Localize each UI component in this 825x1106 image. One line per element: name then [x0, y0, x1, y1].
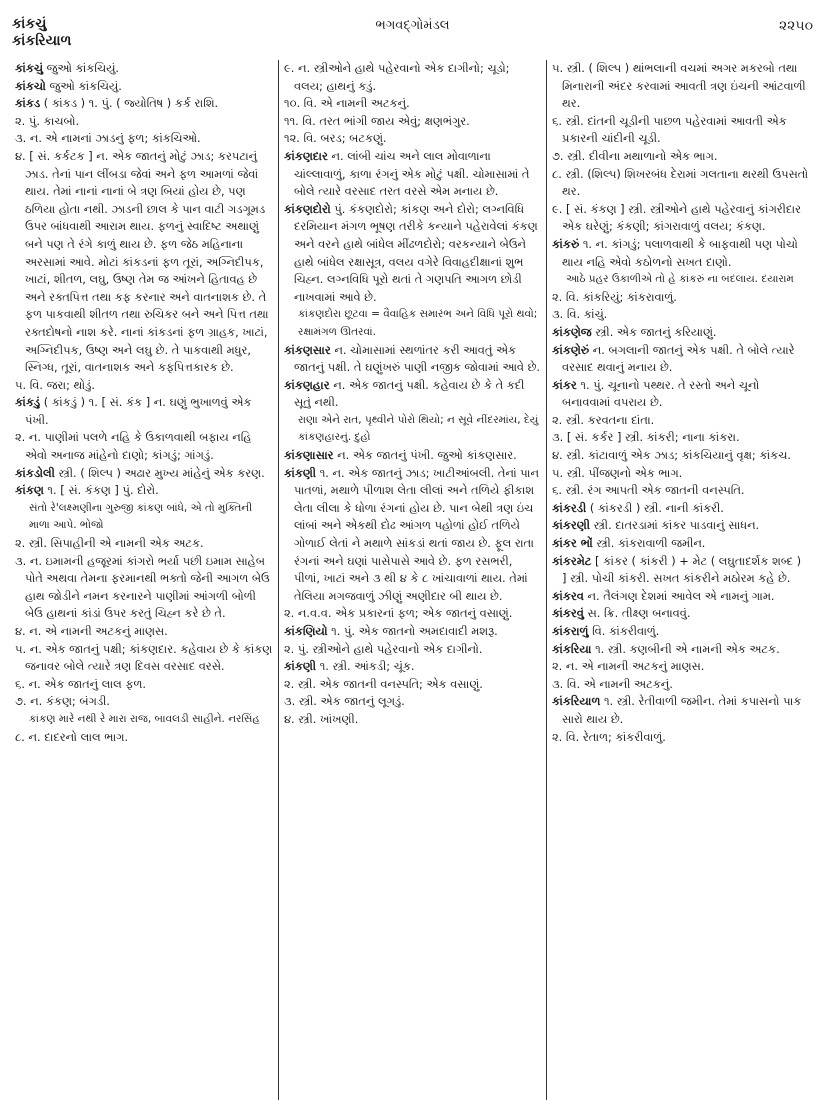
definition: ( કાંકડું ) ૧. [ સં. કંક ] ન. ઘણું ભુખાળવું એક પંખી.: [25, 395, 252, 427]
quotation: રાણા એને રાત, પૃથ્વીને પોરો થિયો; ન સૂવે નીંદરમાંય, દેયું કાંકણહારનું. દુહો: [298, 413, 539, 444]
quotation: આઠે પ્રહર ઉકાળીએ તો હે કાંકરું ના બદલાય. દયારામ: [566, 273, 794, 286]
dictionary-entry: [15, 394, 273, 429]
dictionary-entry: [284, 447, 541, 465]
dictionary-entry: [284, 148, 541, 201]
definition: ૨. ન.વ.વ. એક પ્રકારનાં ફળ; એક જાતનું વસાણું.: [284, 606, 513, 621]
dictionary-entry: [284, 201, 541, 307]
dictionary-entry: [284, 342, 541, 377]
definition: ૫. વિ. જરા; થોડું.: [15, 377, 96, 392]
headword: કાંકચો: [15, 78, 46, 93]
headword: કાંકરાળું: [552, 624, 589, 638]
definition: ૪. સ્ત્રી. કાંટાવાળું એક ઝાડ; કાંકચિયાનું વૃક્ષ; કાંકચ.: [552, 448, 791, 463]
definition: ૧. સ્ત્રી. કણબીની એ નામની એક અટક.: [591, 641, 780, 656]
headword: કાંકરિયા: [552, 641, 592, 656]
definition: ૧. પું. એક જાતનો અમદાવાદી મશરૂ.: [327, 624, 498, 638]
dictionary-entry: [284, 658, 541, 676]
dictionary-columns: [10, 60, 815, 1100]
page-header: [0, 10, 825, 60]
definition: ( કાંકરડી ) સ્ત્રી. નાની કાંકરી.: [586, 500, 724, 515]
headword: કાંકણસાર: [284, 342, 331, 357]
page-title: ભગવદ્ગોમંડલ: [375, 18, 450, 33]
definition: સ. ક્રિ. તીક્ષ્ણ બનાવવું.: [583, 606, 691, 621]
definition: ૮. સ્ત્રી. (શિલ્પ) શિખરબંધ દેરામાં ગલતાના થરથી ઉપસતો થર.: [552, 166, 809, 199]
dictionary-entry: [552, 535, 809, 553]
dictionary-entry: [552, 447, 809, 465]
dictionary-entry: [284, 641, 541, 659]
dictionary-entry: [552, 113, 809, 148]
definition: ૯. [ સં. કંકણ ] સ્ત્રી. સ્ત્રીઓને હાથે પહેરવાનું કાંગરીદાર એક ઘરેણું; કંકણી; કાંગરાવાળું વલય; કંકણ.: [552, 201, 801, 234]
headword: કાંકરવ: [552, 588, 584, 603]
definition: ૨. પું. કાચબો.: [15, 113, 80, 128]
dictionary-entry: [552, 201, 809, 236]
dictionary-entry: [552, 658, 809, 676]
dictionary-entry: [284, 711, 541, 729]
headword: કાંકરમેટ: [552, 553, 592, 568]
guide-word-last: કાંકરિયાળ: [12, 33, 72, 49]
definition: ૯. ન. સ્ત્રીઓને હાથે પહેરવાનો એક દાગીનો; ચૂડો; વલય; હાથનું કડું.: [284, 61, 510, 93]
dictionary-entry: [552, 693, 809, 728]
definition: ૩. વિ. કાંચું.: [552, 307, 608, 322]
definition: ૫. સ્ત્રી. ( શિલ્પ ) થાંભલાની વચમાં અગર મકરબો તથા મિનારાની અંદર કરવામાં આવતી ત્રણ ઇંચની આંટવાળી થર.: [552, 61, 806, 111]
dictionary-entry: [284, 95, 541, 113]
dictionary-entry: [552, 465, 809, 483]
definition: ૨. પું. સ્ત્રીઓને હાથે પહેરવાનો એક દાગીનો.: [284, 641, 483, 656]
dictionary-entry: [15, 95, 273, 113]
definition: ૨. ન. પાણીમાં પલળે નહિ કે ઉકાળવાથી બફાય નહિ એવો અનાજ માંહેનો દાણો; કાંગડું; ગાંગડું.: [15, 430, 252, 463]
headword: કાંકણહાર: [284, 377, 330, 392]
definition: ૨. ન. એ નામની અટકનું માણસ.: [552, 659, 705, 674]
dictionary-entry: [15, 377, 273, 395]
definition: સ્ત્રી. કાંકરાવાળી જમીન.: [592, 536, 706, 551]
definition: ૧. સ્ત્રી. આંકડી; ચૂંક.: [316, 659, 415, 674]
definition: ૪. [ સં. કર્કટક ] ન. એક જાતનું મોટું ઝાડ; કરપટાનું ઝાડ. તેનાં પાન લીંબડા જેવાં અને ફળ આમળાં જેવાં થાય. તેમાં નાનાં નાનાં બે ત્રણ બિયાં હોય છે, પણ ઠળિયા હોતા નથી. ઝાડની છાલ કે પાન વાટી ગડગૂમડ ઉપર બાંધવાથી આરામ થાય. ફળનું સ્વાદિષ્ટ અથાણું બને પણ તે રંગે કાળું થાય છે. ફળ જેઠ મહિનાના અરસામાં આવે. મોટાં કાંકડનાં ફળ તૂરાં, અગ્નિદીપક, ખાટાં, શીતળ, લઘુ, ઉષ્ણ તેમ જ આંખને હિતાવહ છે અને રક્તપિત્ત તથા કફ કરનાર અને વાતનાશક છે. તે ફળ પાકવાથી શીતળ તથા રુચિકર બને અને પિત્ત તથા રક્તદોષનો નાશ કરે. નાનાં કાંકડનાં ફળ ગ્રાહક, ખાટાં, અગ્નિદીપક, ઉષ્ણ અને લઘુ છે. તે પાકવાથી મધુર, સ્નિગ્ધ, તૂરાં, વાતનાશક અને કફપિત્તકારક છે.: [15, 148, 269, 375]
dictionary-entry: [15, 465, 273, 483]
definition: ૨. સ્ત્રી. એક જાતની વનસ્પતિ; એક વસાણું.: [284, 676, 483, 691]
dictionary-entry: [552, 500, 809, 518]
column-3: [546, 60, 814, 1100]
dictionary-entry: [15, 535, 273, 553]
dictionary-entry: [15, 148, 273, 377]
headword: કાંકણેરું: [552, 342, 590, 357]
definition: ન. તૈલંગણ દેશમાં આવેલ એ નામનું ગામ.: [583, 588, 775, 603]
headword: કાંકણદાર: [284, 148, 328, 163]
definition: ૬. સ્ત્રી. રંગ આપતી એક જાતની વનસ્પતિ.: [552, 483, 745, 498]
headword: કાંકડોલી: [15, 465, 55, 480]
dictionary-entry: [552, 148, 809, 166]
definition: ૧. [ સં. કંકણ ] પું. દોરો.: [43, 483, 159, 498]
dictionary-entry: [15, 693, 273, 711]
dictionary-entry: [552, 482, 809, 500]
dictionary-entry: [552, 377, 809, 412]
dictionary-entry: [552, 166, 809, 201]
dictionary-entry: [284, 113, 541, 131]
column-2: [278, 60, 546, 1100]
headword: કાંકણ: [15, 483, 44, 498]
quotation: કાંકણદોરા છૂટવા = વૈવાહિક સમારંભ અને વિધિ પૂરો થવો; રક્ષામંગળ ઊતરવાં.: [298, 308, 538, 338]
dictionary-entry: [552, 306, 809, 324]
dictionary-entry: [284, 60, 541, 95]
dictionary-entry: [284, 465, 541, 606]
dictionary-entry: [552, 236, 809, 271]
definition: ન. બગલાની જાતનું એક પક્ષી. તે બોલે ત્યારે વરસાદ થવાનું મનાય છે.: [562, 342, 795, 375]
definition: ૩. [ સં. કર્કર ] સ્ત્રી. કાંકરી; નાના કાંકરા.: [552, 430, 740, 445]
headword: કાંકચું: [15, 61, 43, 75]
definition: ૭. ન. કંકણ; બંગડી.: [15, 694, 110, 709]
dictionary-entry: [552, 623, 809, 641]
dictionary-entry: [284, 130, 541, 148]
headword: કાંકરિયાળ: [552, 694, 601, 709]
dictionary-entry: [552, 412, 809, 430]
definition: પું. કંકણદોરો; કાંકણ અને દોરો; લગ્નવિધિ દરમિયાન મંગળ ભૂષણ તરીકે કન્યાને પહેરાવેલાં કંકણ અને વરને હાથે બાંધેલ મીંઢળદોરો; વરકન્યાને બેઉને હાથે બાંધેલ રક્ષાસૂત્ર, વલય વગેરે વિવાહદીક્ષાનાં શુભ ચિહ્ન. લગ્નવિધિ પૂરો થતાં તે ગણપતિ આગળ છોડી નાખવામાં આવે છે.: [294, 201, 538, 304]
dictionary-entry: [15, 60, 273, 78]
dictionary-entry: [15, 78, 273, 96]
definition: ૨. સ્ત્રી. સિપાહીની એ નામની એક અટક.: [15, 536, 204, 551]
definition: ૧. ન. કાંગડું; પલાળવાથી કે બાફવાથી પણ પોચો થાય નહિ એવો કઠોળનો સખત દાણો.: [562, 236, 798, 269]
dictionary-entry: [284, 676, 541, 694]
definition: ન. એક જાતનું પંખી. જુઓ કાંકણસાર.: [333, 448, 517, 463]
headword: કાંકણિયો: [284, 624, 328, 638]
definition: ૫. સ્ત્રી. પીંજણનો એક ભાગ.: [552, 465, 683, 480]
definition: ૧. સ્ત્રી. રેતીવાળી જમીન. તેમાં કપાસનો પાક સારો થાય છે.: [562, 694, 802, 726]
dictionary-entry: [15, 482, 273, 500]
dictionary-entry: [552, 324, 809, 342]
dictionary-entry: [284, 623, 541, 641]
definition: સ્ત્રી. ( શિલ્પ ) અઢાર મુખ્ય માંહેનું એક કરણ.: [54, 465, 265, 480]
definition: ન. ચોમાસામાં સ્થળાંતર કરી આવતું એક જાતનું પક્ષી. તે ઘણુંખરું પાણી નજીક જોવામાં આવે છે.: [294, 342, 541, 375]
headword: કાંકણાસાર: [284, 448, 334, 463]
dictionary-entry: [284, 693, 541, 711]
definition: ૧. પું. ચૂનાનો પથ્થર. તે રસ્તો અને ચૂનો બનાવવામાં વપરાય છે.: [562, 377, 760, 410]
definition: સ્ત્રી. દાતરડામાં કાંકર પાડવાનું સાધન.: [589, 518, 760, 533]
definition: ૫. ન. એક જાતનું પક્ષી; કાંકણદાર. કહેવાય છે કે કાંકણ જનાવર બોલે ત્યારે ત્રણ દિવસ વરસાદ વરસે.: [15, 641, 273, 674]
headword: કાંકણદોરો: [284, 201, 331, 216]
dictionary-entry: [15, 429, 273, 464]
definition: ૩. ન. એ નામનાં ઝાડનું ફળ; કાંકચિઓ.: [15, 131, 201, 146]
headword: કાંકરું: [552, 236, 580, 251]
guide-word-first: કાંકચું: [12, 16, 47, 32]
definition: ૨. વિ. રેતાળ; કાંકરીવાળું.: [552, 729, 666, 744]
dictionary-entry: [552, 641, 809, 659]
dictionary-entry: [552, 60, 809, 113]
headword: કાંકડું: [15, 395, 41, 410]
dictionary-entry: [15, 641, 273, 676]
dictionary-entry: [552, 429, 809, 447]
headword: કાંકડ: [15, 96, 41, 111]
quotation: કાંકણ મારે નથી રે મારા રાજ, બાવલડી સાહીને. નરસિંહ: [29, 712, 260, 725]
dictionary-entry: [284, 605, 541, 623]
headword: કાંકરડી: [552, 500, 587, 515]
definition: જુઓ કાંકચિયું.: [45, 78, 122, 93]
definition: સ્ત્રી. એક જાતનું કરિયાણું.: [591, 324, 717, 339]
definition: ૨. વિ. કાંકરિયું; કાંકરાવાળું.: [552, 289, 677, 304]
definition: ૩. વિ. એ નામની અટકનું.: [552, 676, 673, 691]
headword: કાંકણી: [284, 659, 317, 674]
headword: કાંકણેજ: [552, 324, 592, 339]
headword: કાંકરવું: [552, 606, 584, 621]
dictionary-entry: [552, 676, 809, 694]
definition: ૧૨. વિ. બરડ; બટકણું.: [284, 131, 387, 146]
definition: ૪. ન. એ નામની અટકનું માણસ.: [15, 624, 168, 638]
dictionary-entry: [284, 377, 541, 412]
definition: ૬. સ્ત્રી. દાંતની ચૂડીની પાછળ પહેરવામાં આવતી એક પ્રકારની ચાંદીની ચૂડી.: [552, 113, 787, 146]
dictionary-entry: [15, 676, 273, 694]
definition: ( કાંકડ ) ૧. પું. ( જ્યોતિષ ) કર્ક રાશિ.: [40, 96, 219, 111]
headword: કાંકર: [552, 377, 577, 392]
definition: ૧૧. વિ. તરત ભાંગી જાય એવું; ક્ષણભંગુર.: [284, 113, 470, 128]
dictionary-entry: [15, 113, 273, 131]
column-1: [10, 60, 278, 1100]
dictionary-entry: [552, 517, 809, 535]
definition: વિ. કાંકરીવાળું.: [588, 624, 660, 638]
definition: ૪. સ્ત્રી. ખાંખણી.: [284, 711, 359, 726]
headword: કાંકરણી: [552, 518, 590, 533]
definition: ૨. સ્ત્રી. કરવતના દાંતા.: [552, 412, 655, 427]
headword: કાંકણી: [284, 465, 317, 480]
dictionary-entry: [15, 729, 273, 747]
definition: ૬. ન. એક જાતનું લાલ ફળ.: [15, 676, 147, 691]
dictionary-entry: [15, 623, 273, 641]
definition: ૧. ન. એક જાતનું ઝાડ; ખાટીઆંબલી. તેનાં પાન પાતળાં, મથાળે પીળાશ લેતા લીલાં અને તળિયે ફીકાશ લેતા લીલા કે ધોળા રંગનાં હોય છે. પાન બેથી ત્રણ ઇંચ લાંબાં અને એકથી દોઢ આંગળ પહોળાં હોઈ તળિયે ગોળાઈ લેતાં ને મથાળે સાંકડાં થતાં જાય છે. ફૂલ રાતા રંગનાં અને ઘણાં પાસેપાસે આવે છે. ફળ રસભરી, પીળાં, ખાટાં અને ૩ થી ૪ કે ૮ ખાંચાવાળાં થાય. તેમાં તેલિયા મગજવાળું ઝીણું અણીદાર બી થાય છે.: [294, 465, 539, 603]
headword: કાંકર ભોં: [552, 536, 593, 551]
definition: ન. એક જાતનું પક્ષી. કહેવાય છે કે તે કદી સૂતું નથી.: [294, 377, 525, 410]
definition: ૧૦. વિ. એ નામની અટકનું.: [284, 96, 410, 111]
dictionary-entry: [552, 553, 809, 588]
definition: ૭. સ્ત્રી. દીવીના મથાળાનો એક ભાગ.: [552, 148, 718, 163]
definition: ૩. ન. ઇમામની હજૂરમાં કાંગરો ભર્યા પછી ઇમામ સાહેબ પોતે અથવા તેમના ફરમાનથી ભક્તો જેની આગળ બેઉ હાથ જોડીને નમન કરનારને પાણીમાં આંગળી બોળી બેઉ હાથનાં કાંડાં ઉપર કરતું ચિહ્ન કરે છે તે.: [15, 553, 270, 621]
definition: ૮. ન. દાદરનો લાલ ભાગ.: [15, 729, 129, 744]
definition: જુઓ કાંકચિયું.: [43, 61, 120, 75]
definition: ન. લાંબી ચાંચ અને લાલ મોવાળાના ચાંલ્લાવાળું, કાળા રંગનું એક મોટું પક્ષી. ચોમાસામાં તે બોલે ત્યારે વરસાદ તરત વરસે એમ મનાય છે.: [294, 148, 530, 199]
dictionary-entry: [552, 605, 809, 623]
dictionary-entry: [15, 130, 273, 148]
definition: ૩. સ્ત્રી. એક જાતનું લૂગડું.: [284, 694, 405, 709]
dictionary-entry: [552, 342, 809, 377]
dictionary-entry: [552, 289, 809, 307]
dictionary-entry: [552, 588, 809, 606]
dictionary-entry: [552, 729, 809, 747]
definition: [ કાંકર ( કાંકરી ) + મેટ ( લઘુતાદર્શક શબ્દ ) ] સ્ત્રી. પોચી કાંકરી. સખત કાંકરીને મઠોરમ કહે છે.: [562, 553, 802, 586]
quotation: સંતો રે'લક્ષ્મણીના ગુરુજી કાંકણ બાંધે, એ તો મુક્તિની માળા આપે. ભોજો: [29, 501, 253, 532]
page-number: ૨૨૫૦: [778, 18, 813, 34]
dictionary-entry: [15, 553, 273, 623]
